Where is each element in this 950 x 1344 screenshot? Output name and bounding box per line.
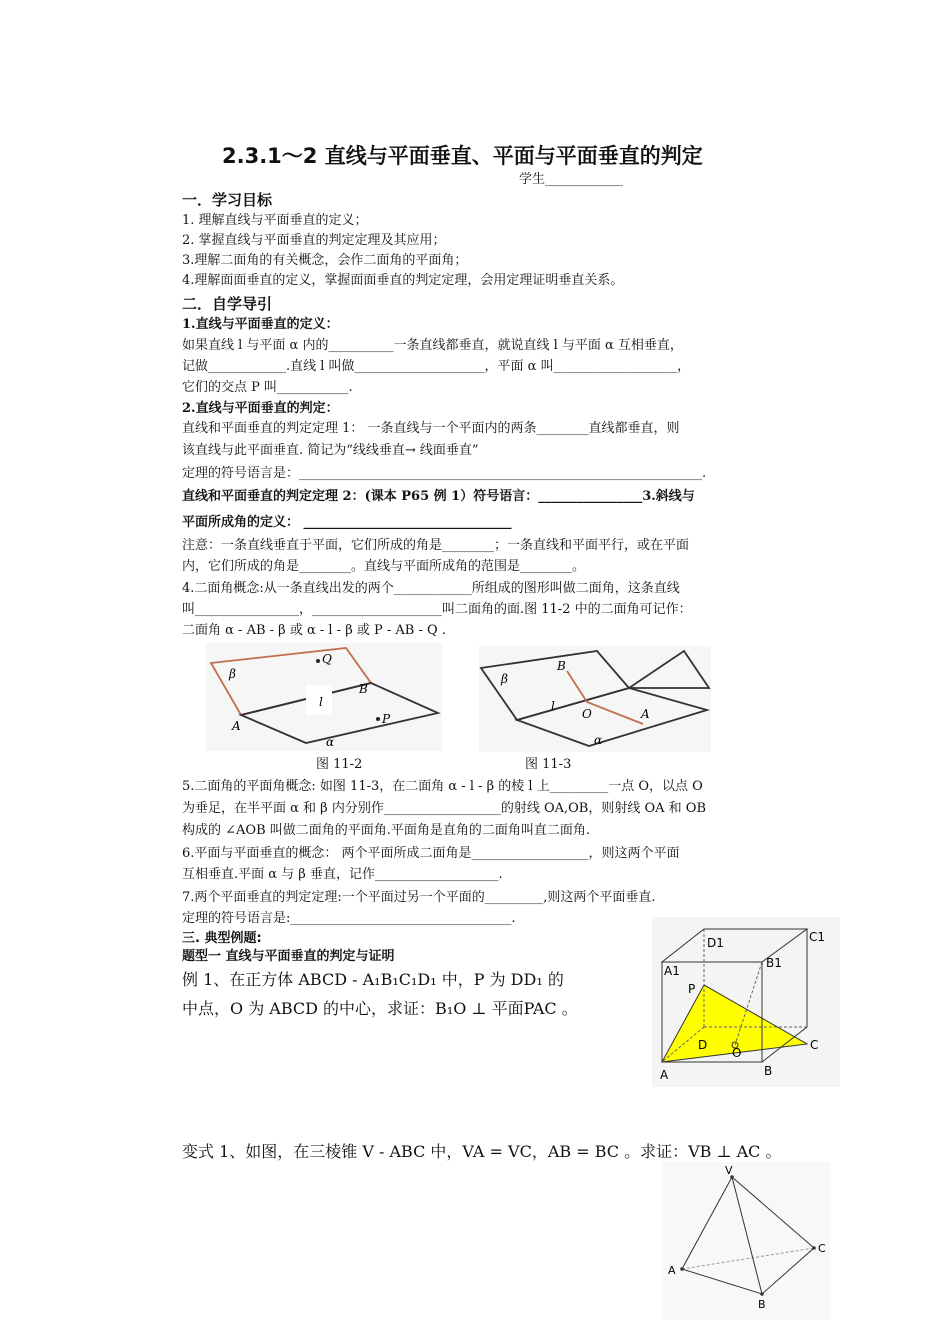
plane-perp-def: 6.平面与平面垂直的概念： 两个平面所成二面角是__________________，则这两个平面 [182, 846, 680, 861]
line-plane-def-text: 它们的交点 P 叫___________. [182, 380, 353, 395]
figure-11-3 [479, 646, 711, 752]
label-alpha: α [326, 735, 335, 749]
theorem1-text: 该直线与此平面垂直. 简记为“线线垂直→ 线面垂直” [182, 443, 479, 458]
plane-perp-theorem: 定理的符号语言是:__________________________________. [182, 911, 516, 926]
plane-angle-def: 构成的 ∠AOB 叫做二面角的平面角.平面角是直角的二面角叫直二面角. [182, 823, 591, 838]
section1-heading: 一．学习目标 [182, 191, 273, 209]
cube-figure [652, 917, 840, 1087]
label-p: P [688, 982, 696, 996]
label-d: D [698, 1038, 708, 1052]
dihedral-def: 二面角 α - AB - β 或 α - l - β 或 P - AB - Q . [182, 623, 446, 638]
point-a [680, 1267, 684, 1271]
page-title: 2.3.1～2 直线与平面垂直、平面与平面垂直的判定 [222, 144, 703, 168]
label-b: B [359, 682, 368, 696]
label-c: C [810, 1038, 819, 1052]
theorem1-symbolic: 定理的符号语言是：______________________________________________________________. [182, 466, 707, 481]
plane-perp-theorem: 7.两个平面垂直的判定定理:一个平面过另一个平面的_________,则这两个平面垂直. [182, 890, 656, 905]
example1-text: 例 1、在正方体 ABCD - A₁B₁C₁D₁ 中，P 为 DD₁ 的 [182, 970, 564, 989]
line-plane-def-text: 如果直线 l 与平面 α 内的__________一条直线都垂直，就说直线 l 与平面 α 互相垂直， [182, 338, 683, 353]
theorem1-text: 直线和平面垂直的判定定理 1： 一条直线与一个平面内的两条________直线都垂直，则 [182, 421, 680, 436]
label-b1: B1 [766, 956, 782, 970]
label-o: O [732, 1046, 742, 1060]
example1-text: 中点，O 为 ABCD 的中心，求证：B₁O ⊥ 平面PAC 。 [182, 999, 578, 1018]
plane-angle-def: 为垂足，在半平面 α 和 β 内分别作__________________的射线 OA,OB，则射线 OA 和 OB [182, 801, 706, 816]
label-a: A [641, 707, 650, 721]
figure-bg [662, 1162, 830, 1320]
goal-item: 1. 理解直线与平面垂直的定义； [182, 213, 368, 228]
label-q: Q [322, 652, 332, 666]
figure-11-3-caption: 图 11-3 [525, 757, 572, 772]
type1-heading: 题型一 直线与平面垂直的判定与证明 [182, 949, 395, 964]
figure-11-2 [206, 643, 442, 751]
label-d1: D1 [707, 936, 724, 950]
label-b: B [557, 659, 566, 673]
section2-heading: 二．自学导引 [182, 295, 273, 313]
label-p: P [382, 712, 391, 726]
dihedral-def: 4.二面角概念:从一条直线出发的两个____________所组成的图形叫做二面角，这条直线 [182, 581, 680, 596]
figure-11-2-caption: 图 11-2 [316, 757, 363, 772]
label-beta: β [229, 667, 236, 681]
label-b: B [758, 1298, 766, 1311]
plane-angle-def: 5.二面角的平面角概念: 如图 11-3，在二面角 α - l - β 的棱 l 上_________一点 O，以点 O [182, 779, 703, 794]
goal-item: 4.理解面面垂直的定义，掌握面面垂直的判定定理，会用定理证明垂直关系。 [182, 273, 624, 288]
label-c: C [818, 1242, 826, 1255]
dihedral-def: 叫________________，____________________叫二面角的面.图 11-2 中的二面角可记作： [182, 602, 692, 617]
note-text: 注意：一条直线垂直于平面，它们所成的角是________；一条直线和平面平行，或在平面 [182, 538, 690, 553]
label-a: A [660, 1068, 669, 1082]
label-o: O [582, 707, 592, 721]
label-c1: C1 [809, 930, 826, 944]
note-text: 内，它们所成的角是________。直线与平面所成角的范围是________。 [182, 559, 586, 574]
theorem2-text: 直线和平面垂直的判定定理 2：(课本 P65 例 1）符号语言：________________3.斜线与 [182, 489, 695, 504]
line-plane-def-text: 记做____________.直线 l 叫做____________________，平面 α 叫___________________， [182, 359, 691, 374]
goal-item: 2. 掌握直线与平面垂直的判定定理及其应用； [182, 233, 446, 248]
plane-perp-def: 互相垂直.平面 α 与 β 垂直，记作___________________. [182, 867, 503, 882]
label-b: B [764, 1064, 773, 1078]
label-alpha: α [594, 733, 603, 747]
label-beta: β [501, 672, 508, 686]
point-c [812, 1246, 816, 1250]
goal-item: 3.理解二面角的有关概念，会作二面角的平面角； [182, 253, 468, 268]
label-a1: A1 [664, 964, 680, 978]
line-plane-def-title: 1.直线与平面垂直的定义： [182, 317, 339, 332]
label-l: l [319, 695, 323, 709]
label-v: V [725, 1164, 733, 1177]
label-l: l [551, 699, 555, 713]
point-q [316, 659, 320, 663]
oblique-angle-def: 平面所成角的定义： ________________________________ [182, 515, 512, 530]
student-name-field: 学生____________ [519, 172, 624, 187]
tetrahedron-figure [662, 1162, 830, 1320]
criterion-title: 2.直线与平面垂直的判定： [182, 401, 339, 416]
section3-heading: 三. 典型例题: [182, 931, 262, 946]
variant1-text: 变式 1、如图，在三棱锥 V - ABC 中，VA = VC，AB = BC 。求证：VB ⊥ AC 。 [182, 1142, 782, 1161]
label-a: A [668, 1264, 676, 1277]
point-b [760, 1292, 764, 1296]
point-p [376, 717, 380, 721]
label-a: A [232, 719, 241, 733]
